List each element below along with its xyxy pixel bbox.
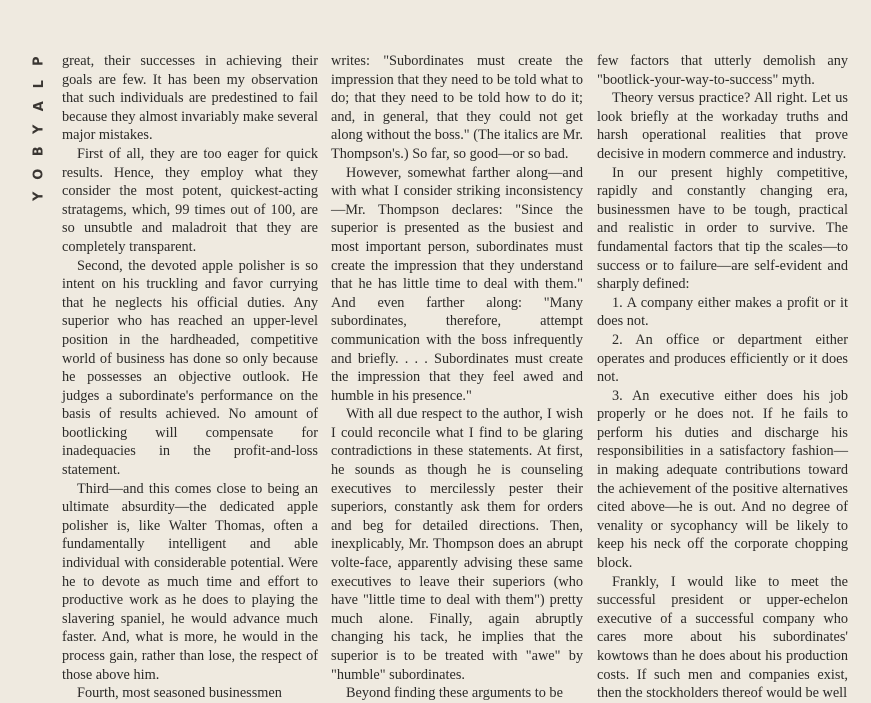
paragraph: Fourth, most seasoned businessmen (77, 685, 282, 702)
side-label-letter: A (31, 101, 47, 112)
paragraph: Theory versus practice? All right. Let us look briefly at the workaday truths and harsh operational realities that prove decisive in modern commerce and industry. (597, 90, 848, 162)
paragraph: few factors that utterly demolish any "bootlick-your-way-to-success" myth. (597, 53, 848, 88)
article-column-3 (597, 52, 848, 703)
side-label-letter: O (31, 168, 47, 180)
side-label-letter: L (31, 79, 47, 88)
paragraph: Third—and this comes close to being an ultimate absurdity—the dedicated apple polisher is, like Walter Thomas, often a fundamentally intelligent and able individual with considerable potential. Were he to devote as much time and effort to productive work as he does to playing the slavering spaniel, he would advance much faster. And, what is more, he would in the process gain, rather than lose, the respect of those above him. (62, 480, 318, 683)
paragraph: In our present highly competitive, rapidly and constantly changing era, businessmen have to be tough, practical and realistic in order to survive. The fundamental factors that tip the scales—to success or to failure—are self-evident and sharply defined: (597, 164, 848, 293)
paragraph: Second, the devoted apple polisher is so intent on his truckling and favor currying that he neglects his official duties. Any superior who has reached an upper-level position in the hardheaded, competitive world of business has done so only because he possesses an objective outlook. He judges a subordinate's performance on the basis of results achieved. No amount of bootlicking will compensate for inadequacies in the profit-and-loss statement. (62, 257, 318, 479)
paragraph: Beyond finding these arguments to be (346, 685, 563, 702)
side-label-letter: Y (31, 124, 47, 134)
side-label-letter: Y (31, 191, 47, 201)
paragraph: 1. A company either makes a profit or it does not. (597, 294, 848, 330)
paragraph: With all due respect to the author, I wish I could reconcile what I find to be glaring contradictions in these statements. At first, he sounds as though he is counseling executives to mercilessly pester their superiors, constantly ask them for orders and beg for detailed directions. Then, inexplicably, Mr. Thompson does an abrupt volte-face, apparently advising these same executives to leave their superiors (who have "little time to deal with them") pretty much alone. Finally, again abruptly changing his tack, he implies that the superior is to be treated with "awe" by "humble" subordinates. (331, 406, 583, 683)
paragraph: However, somewhat farther along—and with what I consider striking inconsistency—Mr. Thompson declares: "Since the superior is presented as the busiest and most important person, subordinates must create the impression that they understand that he has little time to deal with them." And even farther along: "Many subordinates, therefore, attempt communication with the boss infrequently and briefly. . . . Subordinates must create the impression that they feel awed and humble in his presence." (331, 164, 583, 404)
paragraph: great, their successes in achieving their goals are few. It has been my observation that such individuals are predestined to fail because they almost invariably make several major mistakes. (62, 53, 318, 144)
magazine-side-label (30, 50, 50, 208)
article-column-2 (331, 52, 583, 703)
paragraph: writes: "Subordinates must create the impression that they need to be told what to do; that they need to be told how to do it; and, in general, that they could not get along without the boss." (The italics are Mr. Thompson's.) So far, so good—or so bad. (331, 53, 583, 162)
article-column-1 (62, 52, 318, 703)
side-label-letter: P (31, 56, 47, 67)
paragraph: First of all, they are too eager for quick results. Hence, they employ what they consider the most potent, quickest-acting stratagems, which, 99 times out of 100, are so unsubtle and maladroit that they are completely transparent. (62, 145, 318, 255)
side-label-letter: B (31, 146, 47, 157)
paragraph: Frankly, I would like to meet the successful president or upper-echelon executive of a successful company who cares more about his subordinates' kowtows than he does about his production costs. If such men and companies exist, then the stockholders thereof would be well (597, 573, 848, 702)
paragraph: 3. An executive either does his job properly or he does not. If he fails to perform his duties and discharge his responsibilities in a satisfactory fashion—in making adequate contributions toward the achievement of the positive alternatives cited above—he is out. And no degree of venality or sycophancy will be likely to keep his neck off the corporate chopping block. (597, 387, 848, 572)
paragraph: 2. An office or department either operates and produces efficiently or it does not. (597, 331, 848, 386)
